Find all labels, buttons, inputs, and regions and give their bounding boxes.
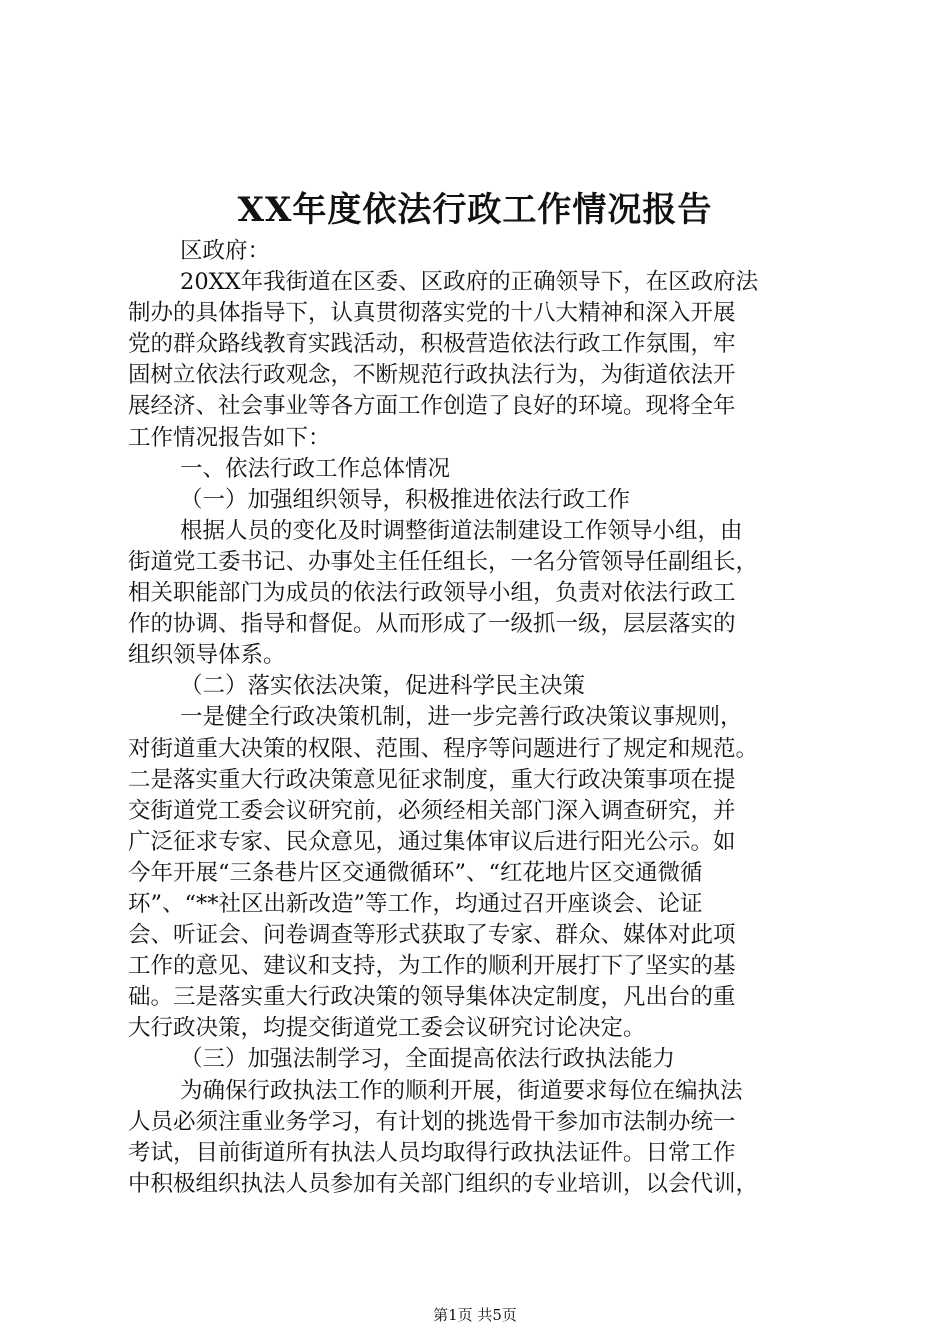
text-line: 一、依法行政工作总体情况 bbox=[180, 455, 451, 482]
text-line: （三）加强法制学习，全面提高依法行政执法能力 bbox=[180, 1046, 676, 1073]
document-title: XX年度依法行政工作情况报告 bbox=[237, 190, 713, 230]
text-line: 区政府： bbox=[180, 238, 271, 264]
text-line: 工作的意见、建议和支持，为工作的顺利开展打下了坚实的基 bbox=[128, 953, 736, 980]
text-line: 20XX年我街道在区委、区政府的正确领导下，在区政府法 bbox=[180, 269, 759, 296]
text-line: 广泛征求专家、民众意见，通过集体审议后进行阳光公示。如 bbox=[128, 828, 736, 855]
text-line: 大行政决策，均提交街道党工委会议研究讨论决定。 bbox=[128, 1015, 646, 1042]
text-line: （二）落实依法决策，促进科学民主决策 bbox=[180, 673, 586, 700]
text-line: 党的群众路线教育实践活动，积极营造依法行政工作氛围，牢 bbox=[128, 331, 736, 358]
text-line: 交街道党工委会议研究前，必须经相关部门深入调查研究，并 bbox=[128, 797, 736, 824]
text-line: 二是落实重大行政决策意见征求制度，重大行政决策事项在提 bbox=[128, 766, 736, 793]
text-line: 今年开展“三条巷片区交通微循环”、“红花地片区交通微循 bbox=[128, 859, 703, 886]
text-line: 展经济、社会事业等各方面工作创造了良好的环境。现将全年 bbox=[128, 393, 736, 420]
text-line: 相关职能部门为成员的依法行政领导小组，负责对依法行政工 bbox=[128, 580, 736, 607]
text-line: 组织领导体系。 bbox=[128, 642, 286, 669]
document-body bbox=[128, 236, 832, 1200]
text-line: 工作情况报告如下： bbox=[128, 424, 331, 451]
text-line: 一是健全行政决策机制，进一步完善行政决策议事规则， bbox=[180, 704, 743, 731]
text-line: 街道党工委书记、办事处主任任组长，一名分管领导任副组长， bbox=[128, 548, 759, 575]
text-line: 中积极组织执法人员参加有关部门组织的专业培训，以会代训， bbox=[128, 1170, 759, 1197]
text-line: 础。三是落实重大行政决策的领导集体决定制度，凡出台的重 bbox=[128, 984, 736, 1011]
text-line: 作的协调、指导和督促。从而形成了一级抓一级，层层落实的 bbox=[128, 611, 736, 638]
text-line: 对街道重大决策的权限、范围、程序等问题进行了规定和规范。 bbox=[128, 735, 759, 762]
text-line: 为确保行政执法工作的顺利开展，街道要求每位在编执法 bbox=[180, 1077, 743, 1104]
page-number-footer: 第1页 共5页 bbox=[433, 1306, 517, 1324]
text-line: 考试，目前街道所有执法人员均取得行政执法证件。日常工作 bbox=[128, 1139, 736, 1166]
text-line: 会、听证会、问卷调查等形式获取了专家、群众、媒体对此项 bbox=[128, 922, 736, 949]
text-line: （一）加强组织领导，积极推进依法行政工作 bbox=[180, 486, 631, 513]
text-line: 人员必须注重业务学习，有计划的挑选骨干参加市法制办统一 bbox=[128, 1108, 736, 1135]
text-line: 根据人员的变化及时调整街道法制建设工作领导小组，由 bbox=[180, 517, 743, 544]
text-line: 固树立依法行政观念，不断规范行政执法行为，为街道依法开 bbox=[128, 362, 736, 389]
text-line: 环”、“**社区出新改造”等工作，均通过召开座谈会、论证 bbox=[128, 890, 703, 917]
text-line: 制办的具体指导下，认真贯彻落实党的十八大精神和深入开展 bbox=[128, 300, 736, 327]
